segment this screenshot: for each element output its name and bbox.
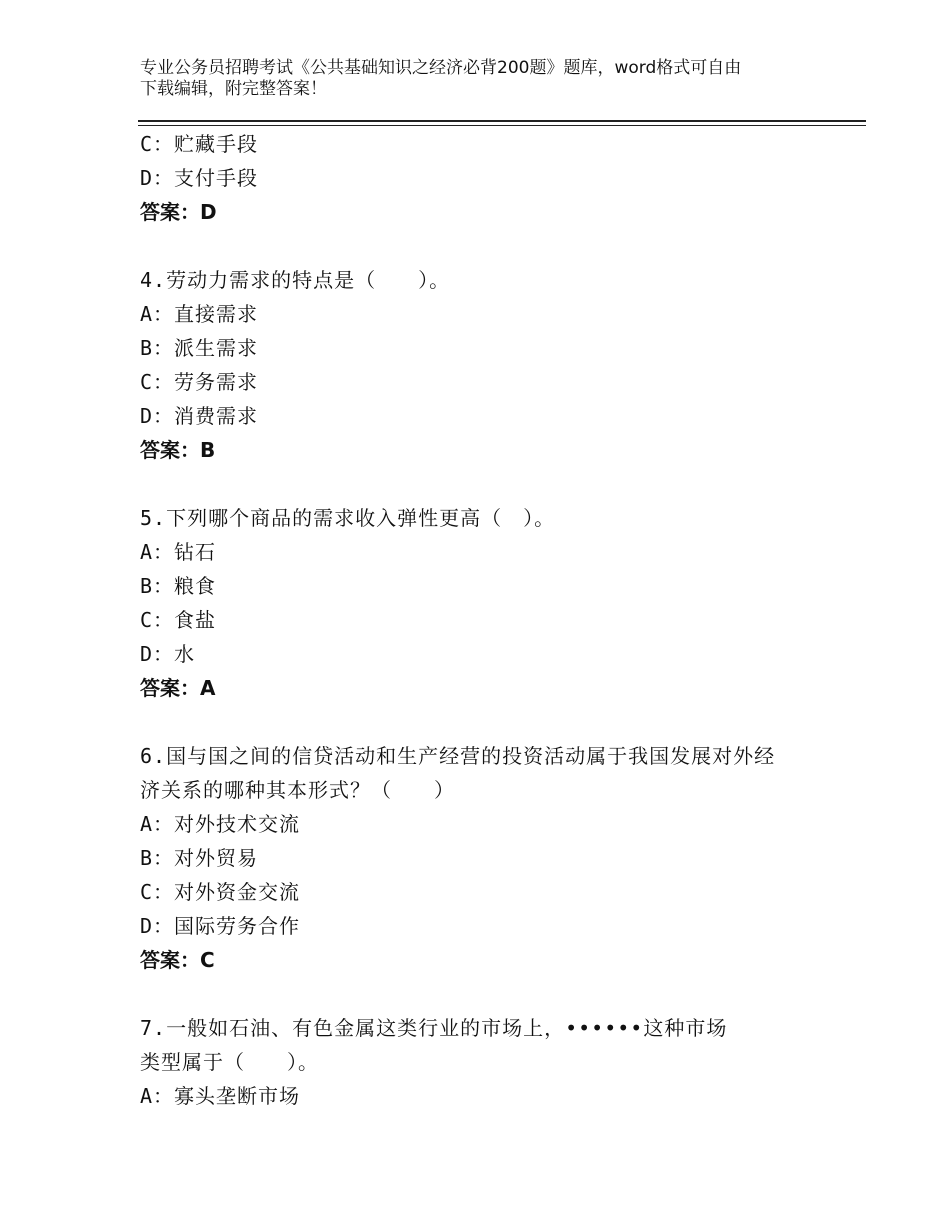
option-b: B：对外贸易 [140, 846, 259, 870]
question-5 [140, 503, 840, 707]
option-b: B：派生需求 [140, 336, 259, 360]
header-line-2: 下载编辑，附完整答案！ [140, 79, 327, 99]
option-d: D：水 [140, 642, 196, 666]
question-list [140, 129, 840, 1115]
spacer [140, 231, 840, 265]
question-4 [140, 265, 840, 469]
question-stem: 5.下列哪个商品的需求收入弹性更高（ ）。 [140, 506, 556, 530]
question-6 [140, 741, 840, 979]
option-d: D：国际劳务合作 [140, 914, 301, 938]
answer-label: 答案：A [140, 676, 216, 700]
option-d: D：消费需求 [140, 404, 259, 428]
document-header [140, 58, 820, 100]
option-c: C：劳务需求 [140, 370, 259, 394]
question-stem: 6.国与国之间的信贷活动和生产经营的投资活动属于我国发展对外经 [140, 744, 776, 768]
header-divider-thin [138, 125, 866, 126]
question-stem: 4.劳动力需求的特点是（ ）。 [140, 268, 451, 292]
spacer [140, 979, 840, 1013]
answer-label: 答案：D [140, 200, 217, 224]
option-c: C：食盐 [140, 608, 217, 632]
question-stem-continued: 类型属于（ ）。 [140, 1050, 319, 1074]
option-a: A：对外技术交流 [140, 812, 301, 836]
option-a: A：寡头垄断市场 [140, 1084, 301, 1108]
spacer [140, 707, 840, 741]
answer-label: 答案：B [140, 438, 216, 462]
option-d: D：支付手段 [140, 166, 259, 190]
header-divider-thick [138, 120, 866, 122]
option-a: A：钻石 [140, 540, 217, 564]
spacer [140, 469, 840, 503]
question-stem-continued: 济关系的哪种其本形式？（ ） [140, 778, 455, 802]
answer-label: 答案：C [140, 948, 215, 972]
question-stem: 7.一般如石油、有色金属这类行业的市场上，••••••这种市场 [140, 1016, 728, 1040]
option-c: C：贮藏手段 [140, 132, 259, 156]
option-b: B：粮食 [140, 574, 217, 598]
question-7 [140, 1013, 840, 1115]
question-3-tail [140, 129, 840, 231]
option-c: C：对外资金交流 [140, 880, 301, 904]
header-line-1: 专业公务员招聘考试《公共基础知识之经济必背200题》题库，word格式可自由 [140, 58, 742, 78]
option-a: A：直接需求 [140, 302, 259, 326]
